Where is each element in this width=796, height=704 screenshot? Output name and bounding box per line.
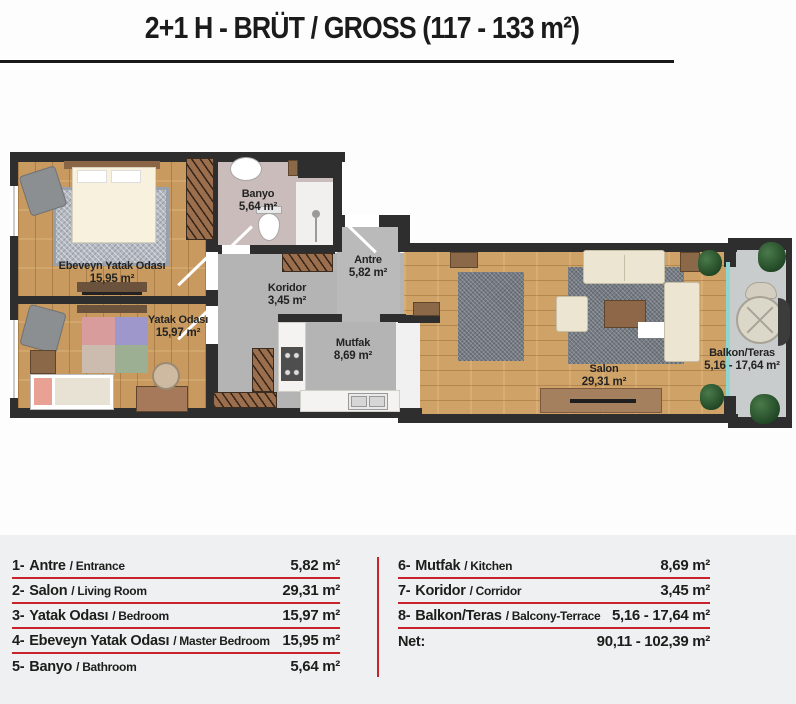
room-name: Yatak Odası [147, 314, 209, 326]
legend-area: 29,31 m² [282, 582, 340, 599]
room-area: 5,64 m² [238, 201, 278, 213]
legend-area: 3,45 m² [660, 582, 710, 599]
room-area: 5,82 m² [348, 267, 388, 279]
plant-icon [758, 242, 786, 272]
room-name: Banyo [241, 188, 275, 200]
pillow [34, 378, 52, 405]
desk [136, 386, 188, 412]
pillow [77, 170, 107, 183]
balcony-railing-seat [778, 298, 790, 346]
room-label-bedroom [108, 314, 248, 340]
balcony-post-bottom [724, 396, 736, 416]
room-area: 5,16 - 17,64 m² [704, 360, 780, 372]
legend-label: 4- Ebeveyn Yatak Odası / Master Bedroom [12, 632, 270, 649]
armchair [556, 296, 588, 332]
page-title: 2+1 H - BRÜT / GROSS (117 - 133 m²) [144, 10, 580, 45]
legend-area: 5,64 m² [290, 658, 340, 675]
room-area: 3,45 m² [267, 295, 307, 307]
legend-area: 15,95 m² [282, 632, 340, 649]
legend-area: 8,69 m² [660, 557, 710, 574]
room-label-entrance [318, 254, 418, 280]
room-area: 29,31 m² [581, 376, 627, 388]
legend-label: Net: [398, 633, 425, 650]
legend-row-corridor [398, 579, 710, 604]
room-name: Balkon/Teras [709, 347, 775, 359]
wall-living-room-top [404, 243, 737, 252]
shower-hose [315, 218, 317, 242]
wall-bathroom-right [333, 152, 342, 252]
room-label-corridor [237, 282, 337, 308]
single-bed [30, 374, 114, 410]
room-label-master-bedroom [42, 260, 182, 286]
room-label-living-room [544, 363, 664, 389]
legend-label: 8- Balkon/Teras / Balcony-Terrace [398, 607, 601, 624]
legend-row-net [398, 629, 710, 654]
window-bedroom [10, 320, 18, 398]
legend-label: 6- Mutfak / Kitchen [398, 557, 513, 574]
stove-icon [281, 347, 303, 381]
legend-row-entrance [12, 554, 340, 579]
legend-label: 1- Antre / Entrance [12, 557, 125, 574]
room-area: 15,97 m² [155, 327, 201, 339]
legend-area: 15,97 m² [282, 607, 340, 624]
kitchen-sink-icon [348, 393, 388, 410]
legend-row-master-bedroom [12, 629, 340, 654]
sink-basin [351, 396, 367, 407]
hall-closet [252, 348, 274, 392]
console-table [413, 302, 440, 316]
legend-label: 3- Yatak Odası / Bedroom [12, 607, 169, 624]
legend-row-living-room [12, 579, 340, 604]
window-master-bedroom [10, 186, 18, 236]
legend-row-balcony [398, 604, 710, 629]
legend-left-column [12, 554, 340, 679]
legend-label: 7- Koridor / Corridor [398, 582, 522, 599]
console-table [450, 252, 478, 268]
legend-row-bathroom [12, 654, 340, 679]
plant-icon [750, 394, 780, 424]
floor-mat [638, 322, 664, 338]
wall-living-room-left-stub [398, 315, 440, 323]
room-name: Mutfak [335, 337, 371, 349]
wall-kitchen-top [278, 314, 342, 322]
legend-label: 2- Salon / Living Room [12, 582, 147, 599]
hall-closet [213, 392, 277, 408]
side-table [680, 252, 700, 272]
room-label-bathroom [208, 188, 308, 214]
tv-icon [570, 399, 636, 403]
wall-living-room-bottom [398, 414, 738, 423]
balcony-table [736, 296, 784, 344]
room-name: Koridor [267, 282, 307, 294]
bath-shelf [288, 160, 298, 176]
room-name: Ebeveyn Yatak Odası [58, 260, 166, 272]
balcony-glass-door [726, 262, 730, 396]
room-area: 15,95 m² [89, 273, 135, 285]
side-cabinet [30, 350, 56, 374]
wall-between-bedrooms [18, 296, 208, 304]
sink-icon [230, 157, 262, 181]
legend-area: 5,16 - 17,64 m² [611, 607, 710, 624]
rug-patch [115, 345, 148, 373]
legend-area: 90,11 - 102,39 m² [596, 633, 710, 650]
plant-icon [700, 384, 724, 410]
legend-label: 5- Banyo / Bathroom [12, 658, 137, 675]
room-name: Salon [589, 363, 619, 375]
sofa [583, 250, 665, 284]
sofa-cushion-line [624, 255, 625, 281]
legend-area: 5,82 m² [290, 557, 340, 574]
plant-icon [698, 250, 722, 276]
sink-basin [369, 396, 385, 407]
tv-line [82, 292, 142, 295]
desk-chair [152, 362, 180, 390]
bedroom-dresser [77, 305, 147, 313]
legend-row-bedroom [12, 604, 340, 629]
rug-patch [82, 345, 115, 373]
mattress [55, 378, 110, 405]
room-label-kitchen [303, 337, 403, 363]
room-area: 8,69 m² [333, 350, 373, 362]
legend-right-column [398, 554, 710, 654]
title-divider-line [0, 60, 674, 63]
room-label-balcony [680, 347, 796, 373]
shower-head-icon [312, 210, 320, 218]
room-name: Antre [354, 254, 382, 266]
legend-divider [377, 557, 379, 677]
living-room-rug [458, 272, 524, 361]
pillow [111, 170, 141, 183]
legend-row-kitchen [398, 554, 710, 579]
